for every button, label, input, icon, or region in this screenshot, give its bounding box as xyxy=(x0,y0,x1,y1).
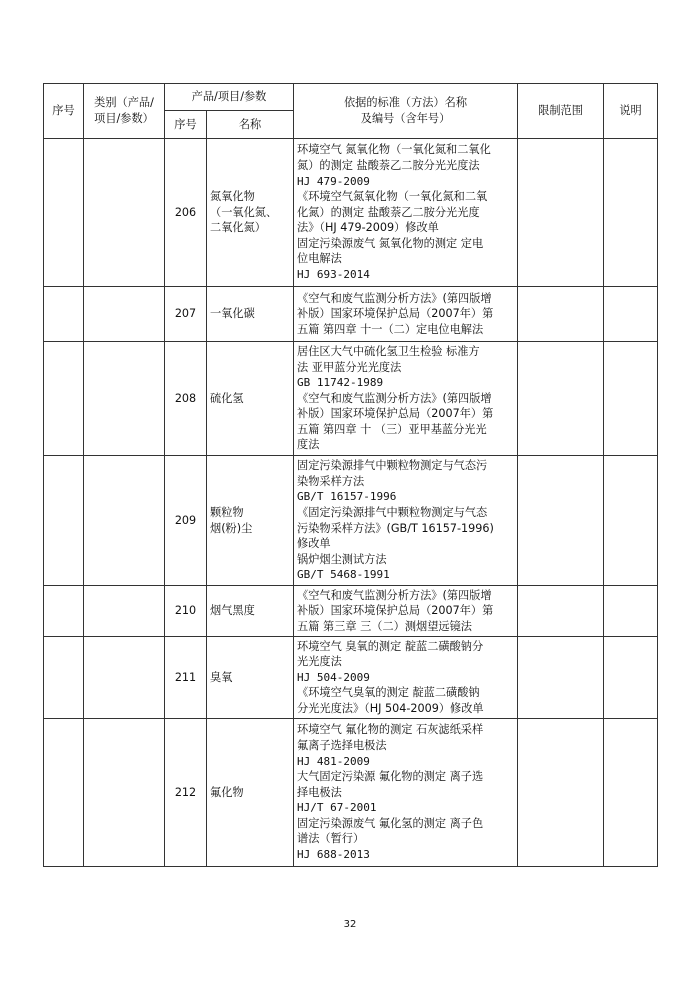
standard-line: 居住区大气中硫化氢卫生检验 标准方 xyxy=(297,344,480,358)
item-name-line: （一氧化氮、 xyxy=(210,205,278,219)
item-name-line: 氟化物 xyxy=(210,785,244,799)
category-cell xyxy=(84,637,165,719)
table-row xyxy=(44,342,658,456)
category-cell xyxy=(84,139,165,287)
standard-cell xyxy=(294,456,518,586)
item-name xyxy=(207,719,294,867)
standard-code: HJ/T 67-2001 xyxy=(297,801,377,815)
header-name: 名称 xyxy=(207,111,294,139)
header-category-line1: 类别（产品/ xyxy=(94,96,154,110)
standard-line: 法》（HJ 479-2009）修改单 xyxy=(297,221,439,235)
header-category xyxy=(84,84,165,139)
item-number: 210 xyxy=(165,586,207,637)
standard-line: 位电解法 xyxy=(297,252,342,266)
seq-cell xyxy=(44,139,84,287)
standard-code: GB/T 5468-1991 xyxy=(297,568,390,582)
standard-line: 分光光度法》（HJ 504-2009）修改单 xyxy=(297,701,484,715)
item-number: 206 xyxy=(165,139,207,287)
item-name-line: 臭氧 xyxy=(210,670,233,684)
note-cell xyxy=(604,342,658,456)
limit-cell xyxy=(518,456,604,586)
table-row xyxy=(44,586,658,637)
standard-line: 补版）国家环境保护总局（2007年）第 xyxy=(297,307,494,321)
item-name xyxy=(207,139,294,287)
standard-code: HJ 479-2009 xyxy=(297,174,370,188)
standard-line: 择电极法 xyxy=(297,785,342,799)
limit-cell xyxy=(518,342,604,456)
table-row xyxy=(44,719,658,867)
header-standard-line2: 及编号（含年号） xyxy=(360,112,451,125)
limit-cell xyxy=(518,719,604,867)
category-cell xyxy=(84,287,165,342)
item-name xyxy=(207,342,294,456)
page-number: 32 xyxy=(343,919,357,930)
header-standard xyxy=(294,84,518,139)
item-name-line: 氮氧化物 xyxy=(210,190,255,204)
note-cell xyxy=(604,456,658,586)
standard-line: 染物采样方法 xyxy=(297,474,365,488)
standard-line: 五篇 第四章 十 （三）亚甲基蓝分光光 xyxy=(297,422,487,436)
table-row xyxy=(44,139,658,287)
standard-code: GB 11742-1989 xyxy=(297,376,384,390)
category-cell xyxy=(84,342,165,456)
item-number: 211 xyxy=(165,637,207,719)
seq-cell xyxy=(44,637,84,719)
standard-line: 光光度法 xyxy=(297,655,342,669)
limit-cell xyxy=(518,637,604,719)
standard-cell xyxy=(294,719,518,867)
standard-line: 《固定污染源排气中颗粒物测定与气态 xyxy=(297,505,488,519)
standard-code: HJ 688-2013 xyxy=(297,848,370,862)
table-row xyxy=(44,637,658,719)
standard-line: 补版）国家环境保护总局（2007年）第 xyxy=(297,407,494,421)
standard-line: 锅炉烟尘测试方法 xyxy=(297,552,387,566)
item-name-line: 颗粒物 xyxy=(210,505,244,519)
standard-line: 补版）国家环境保护总局（2007年）第 xyxy=(297,604,494,618)
table-row xyxy=(44,456,658,586)
item-name xyxy=(207,287,294,342)
seq-cell xyxy=(44,719,84,867)
category-cell xyxy=(84,719,165,867)
note-cell xyxy=(604,637,658,719)
standard-code: HJ 693-2014 xyxy=(297,268,370,282)
table-row xyxy=(44,287,658,342)
standard-line: 固定污染源排气中颗粒物测定与气态污 xyxy=(297,459,488,473)
item-name-line: 烟(粉)尘 xyxy=(210,521,253,535)
standard-line: 谱法（暂行） xyxy=(297,832,365,846)
standard-line: 法 亚甲蓝分光光度法 xyxy=(297,360,402,374)
standard-line: 《空气和废气监测分析方法》(第四版增 xyxy=(297,588,492,602)
standard-line: 环境空气 氟化物的测定 石灰滤纸采样 xyxy=(297,723,484,737)
standard-code: HJ 504-2009 xyxy=(297,670,370,684)
header-seq: 序号 xyxy=(44,84,84,139)
header-product-group: 产品/项目/参数 xyxy=(165,84,294,111)
item-name-line: 一氧化碳 xyxy=(210,307,255,321)
standard-cell xyxy=(294,287,518,342)
standard-line: 环境空气 臭氧的测定 靛蓝二磺酸钠分 xyxy=(297,639,484,653)
item-number: 209 xyxy=(165,456,207,586)
header-category-line2: 项目/参数） xyxy=(94,112,154,125)
standard-line: 五篇 第四章 十一（二）定电位电解法 xyxy=(297,322,484,336)
header-limit: 限制范围 xyxy=(518,84,604,139)
standard-line: 环境空气 氮氧化物（一氧化氮和二氧化 xyxy=(297,143,491,157)
standard-line: 化氮）的测定 盐酸萘乙二胺分光光度 xyxy=(297,205,480,219)
item-name xyxy=(207,637,294,719)
standard-line: 大气固定污染源 氟化物的测定 离子选 xyxy=(297,770,484,784)
limit-cell xyxy=(518,287,604,342)
standard-line: 《空气和废气监测分析方法》(第四版增 xyxy=(297,291,492,305)
standard-cell xyxy=(294,139,518,287)
header-standard-line1: 依据的标准（方法）名称 xyxy=(343,96,468,110)
header-sub-seq: 序号 xyxy=(165,111,207,139)
item-number: 208 xyxy=(165,342,207,456)
item-name-line: 硫化氢 xyxy=(210,391,244,405)
standard-line: 五篇 第三章 三（二）测烟望远镜法 xyxy=(297,619,472,633)
item-number: 207 xyxy=(165,287,207,342)
item-name-line: 烟气黑度 xyxy=(210,604,255,618)
standard-code: GB/T 16157-1996 xyxy=(297,490,397,504)
standard-line: 污染物采样方法》(GB/T 16157-1996) xyxy=(297,521,494,535)
standard-cell xyxy=(294,342,518,456)
standard-line: 度法 xyxy=(297,438,320,452)
standards-table xyxy=(43,83,658,867)
standard-line: 氮）的测定 盐酸萘乙二胺分光光度法 xyxy=(297,158,480,172)
standard-line: 固定污染源废气 氟化氢的测定 离子色 xyxy=(297,816,484,830)
standard-line: 修改单 xyxy=(297,537,331,551)
item-name xyxy=(207,586,294,637)
note-cell xyxy=(604,139,658,287)
limit-cell xyxy=(518,586,604,637)
seq-cell xyxy=(44,342,84,456)
standard-line: 《环境空气臭氧的测定 靛蓝二磺酸钠 xyxy=(297,686,480,700)
header-note: 说明 xyxy=(604,84,658,139)
seq-cell xyxy=(44,287,84,342)
standard-line: 《空气和废气监测分析方法》(第四版增 xyxy=(297,391,492,405)
category-cell xyxy=(84,456,165,586)
standard-line: 固定污染源废气 氮氧化物的测定 定电 xyxy=(297,236,484,250)
item-number: 212 xyxy=(165,719,207,867)
standard-line: 《环境空气氮氧化物（一氧化氮和二氧 xyxy=(297,190,488,204)
limit-cell xyxy=(518,139,604,287)
item-name-line: 二氧化氮） xyxy=(210,221,266,235)
seq-cell xyxy=(44,456,84,586)
note-cell xyxy=(604,719,658,867)
note-cell xyxy=(604,586,658,637)
standard-cell xyxy=(294,586,518,637)
category-cell xyxy=(84,586,165,637)
note-cell xyxy=(604,287,658,342)
seq-cell xyxy=(44,586,84,637)
standard-code: HJ 481-2009 xyxy=(297,754,370,768)
item-name xyxy=(207,456,294,586)
standard-cell xyxy=(294,637,518,719)
standard-line: 氟离子选择电极法 xyxy=(297,738,387,752)
